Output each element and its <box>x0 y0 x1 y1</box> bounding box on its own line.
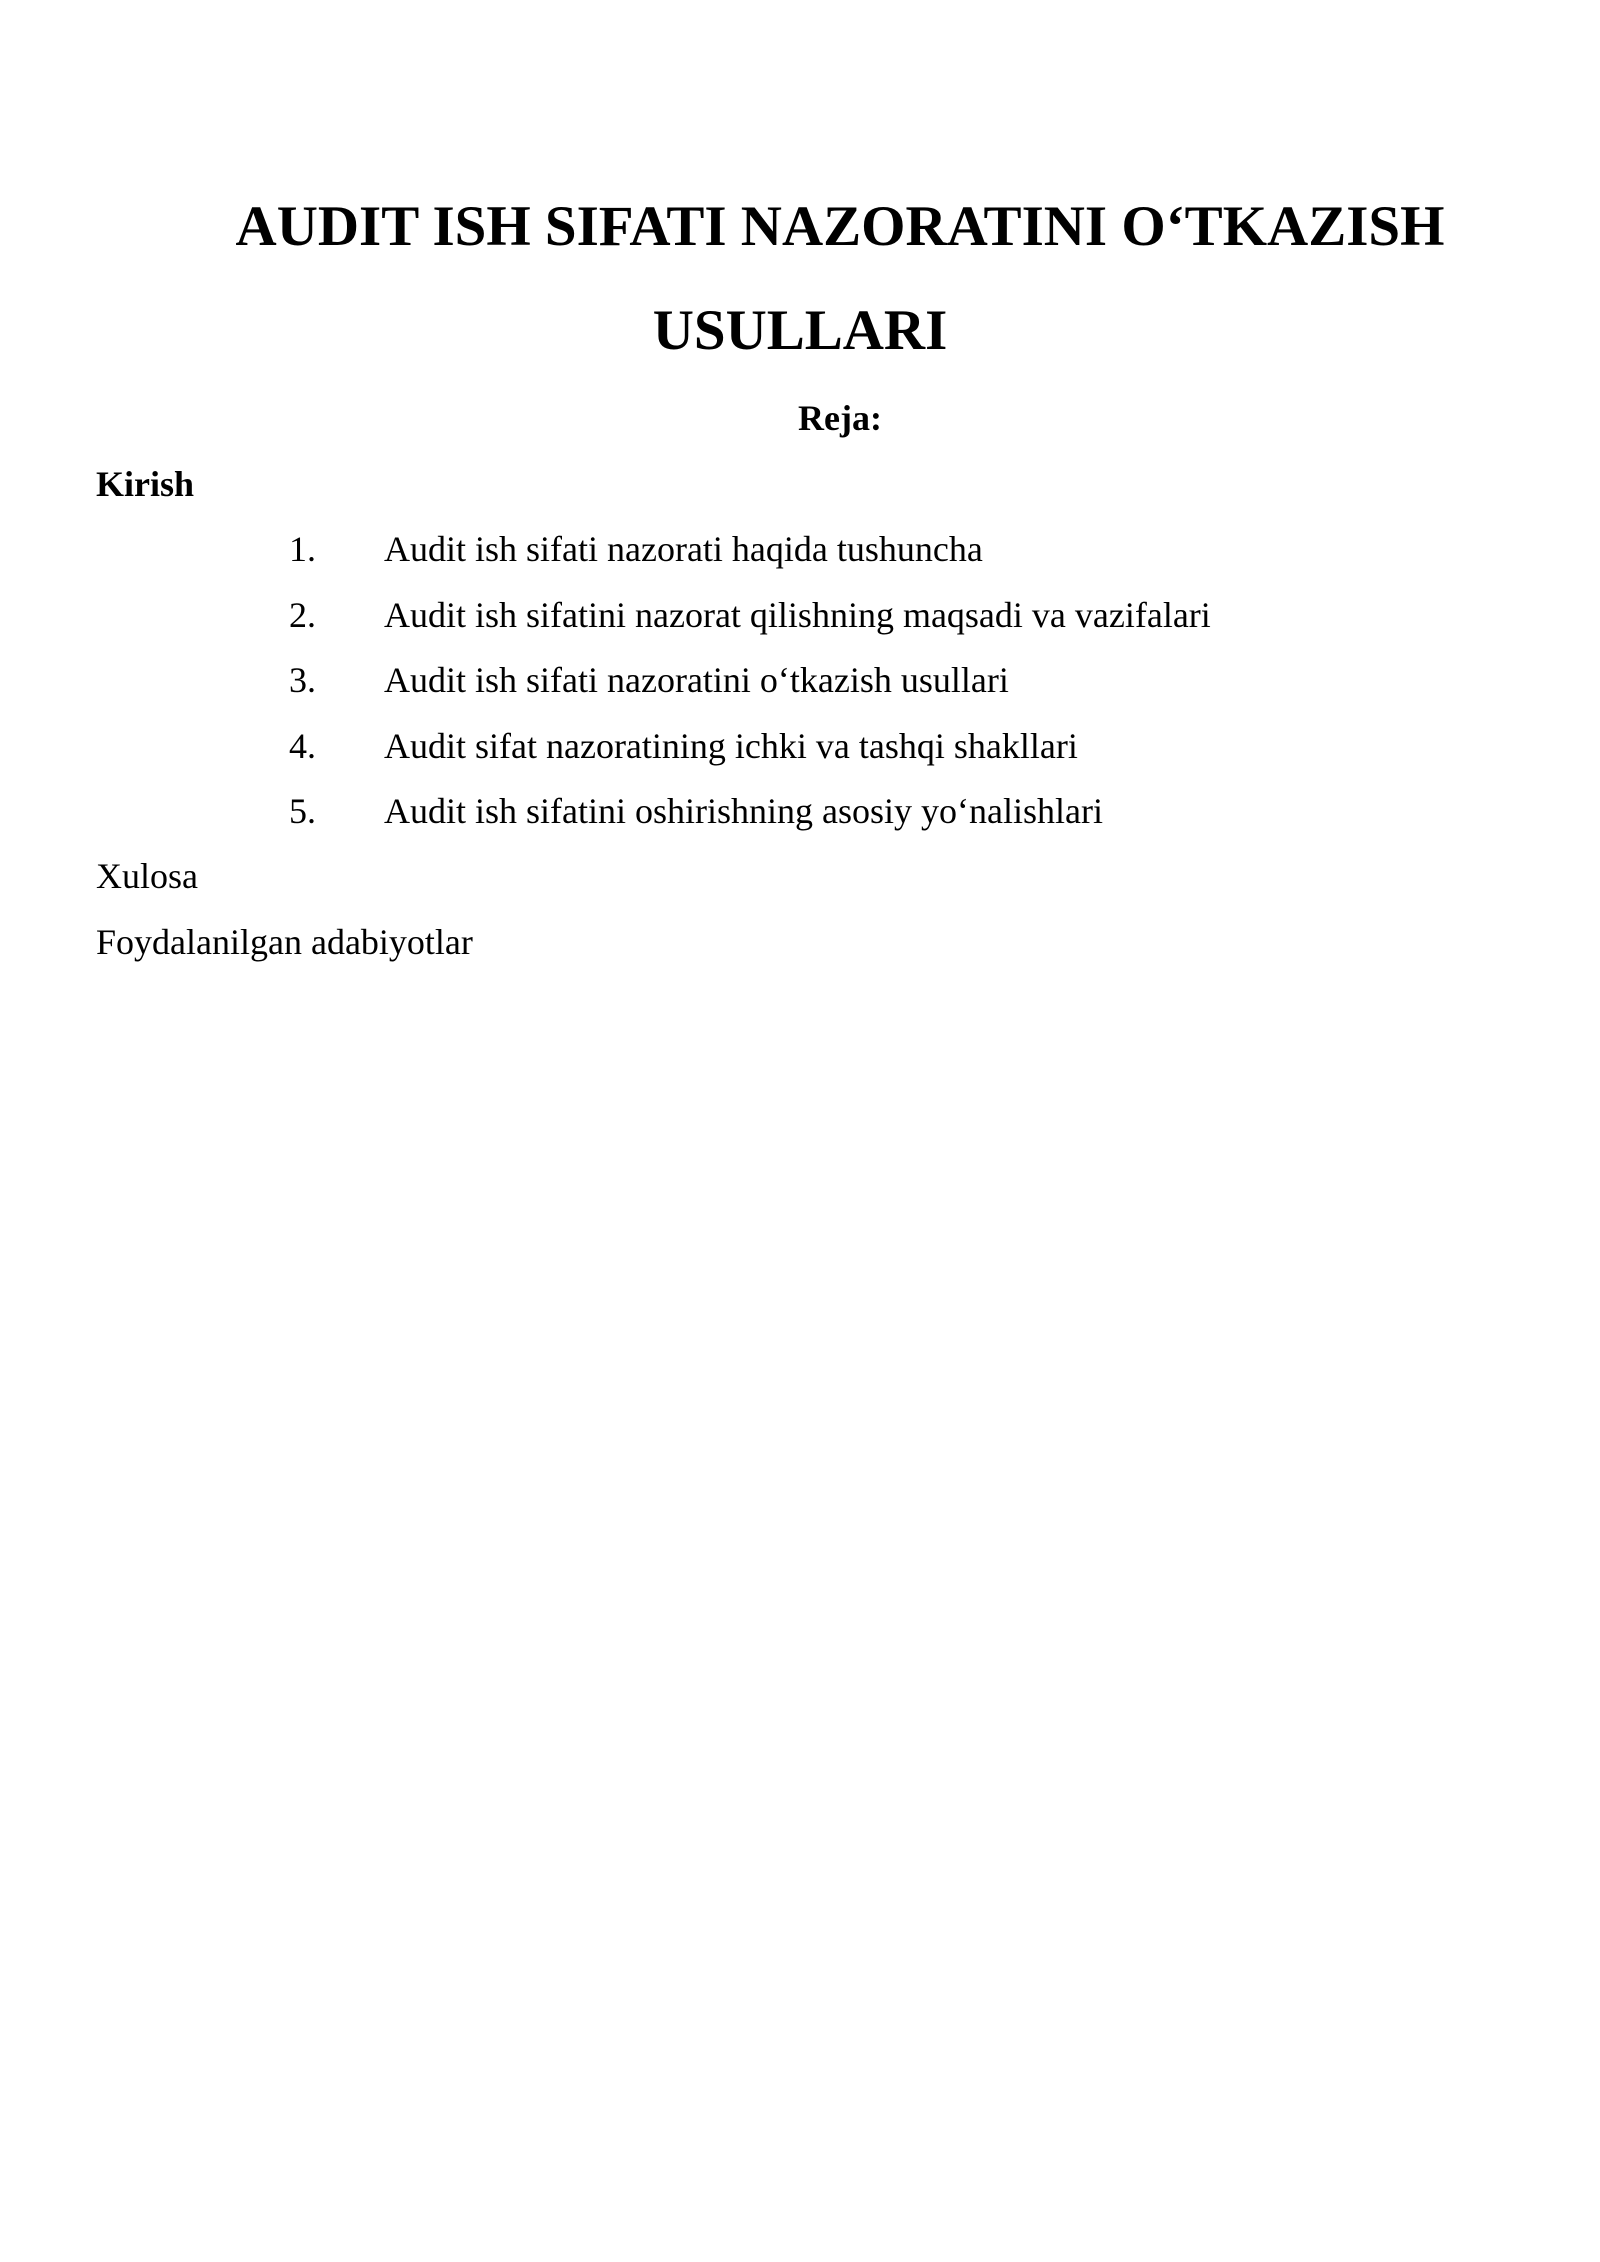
intro-heading: Kirish <box>96 464 195 504</box>
plan-item-text: Audit ish sifatini oshirishning asosiy yo‘nalishlari <box>384 791 1103 831</box>
document-title-line-2: USULLARI <box>652 299 948 362</box>
references-heading: Foydalanilgan adabiyotlar <box>96 922 473 962</box>
plan-item-text: Audit ish sifatini nazorat qilishning maqsadi va vazifalari <box>384 594 1211 635</box>
plan-item <box>0 662 1600 728</box>
plan-item-number: 1. <box>289 529 316 569</box>
plan-list <box>0 531 1600 859</box>
plan-item-number: 2. <box>289 594 316 635</box>
plan-heading: Reja: <box>798 398 882 438</box>
conclusion-heading: Xulosa <box>96 856 198 896</box>
plan-item <box>0 793 1600 859</box>
document-title-line-1: AUDIT ISH SIFATI NAZORATINI O‘TKAZISH <box>235 195 1445 258</box>
plan-item-text: Audit sifat nazoratining ichki va tashqi shakllari <box>384 725 1078 766</box>
plan-item-number: 4. <box>289 725 316 766</box>
plan-item <box>0 725 1600 794</box>
plan-item-number: 5. <box>289 791 316 831</box>
plan-item <box>0 531 1600 597</box>
plan-item <box>0 594 1600 663</box>
plan-item-text: Audit ish sifati nazoratini o‘tkazish usullari <box>384 660 1009 700</box>
plan-item-number: 3. <box>289 660 316 700</box>
plan-item-text: Audit ish sifati nazorati haqida tushuncha <box>384 529 983 569</box>
